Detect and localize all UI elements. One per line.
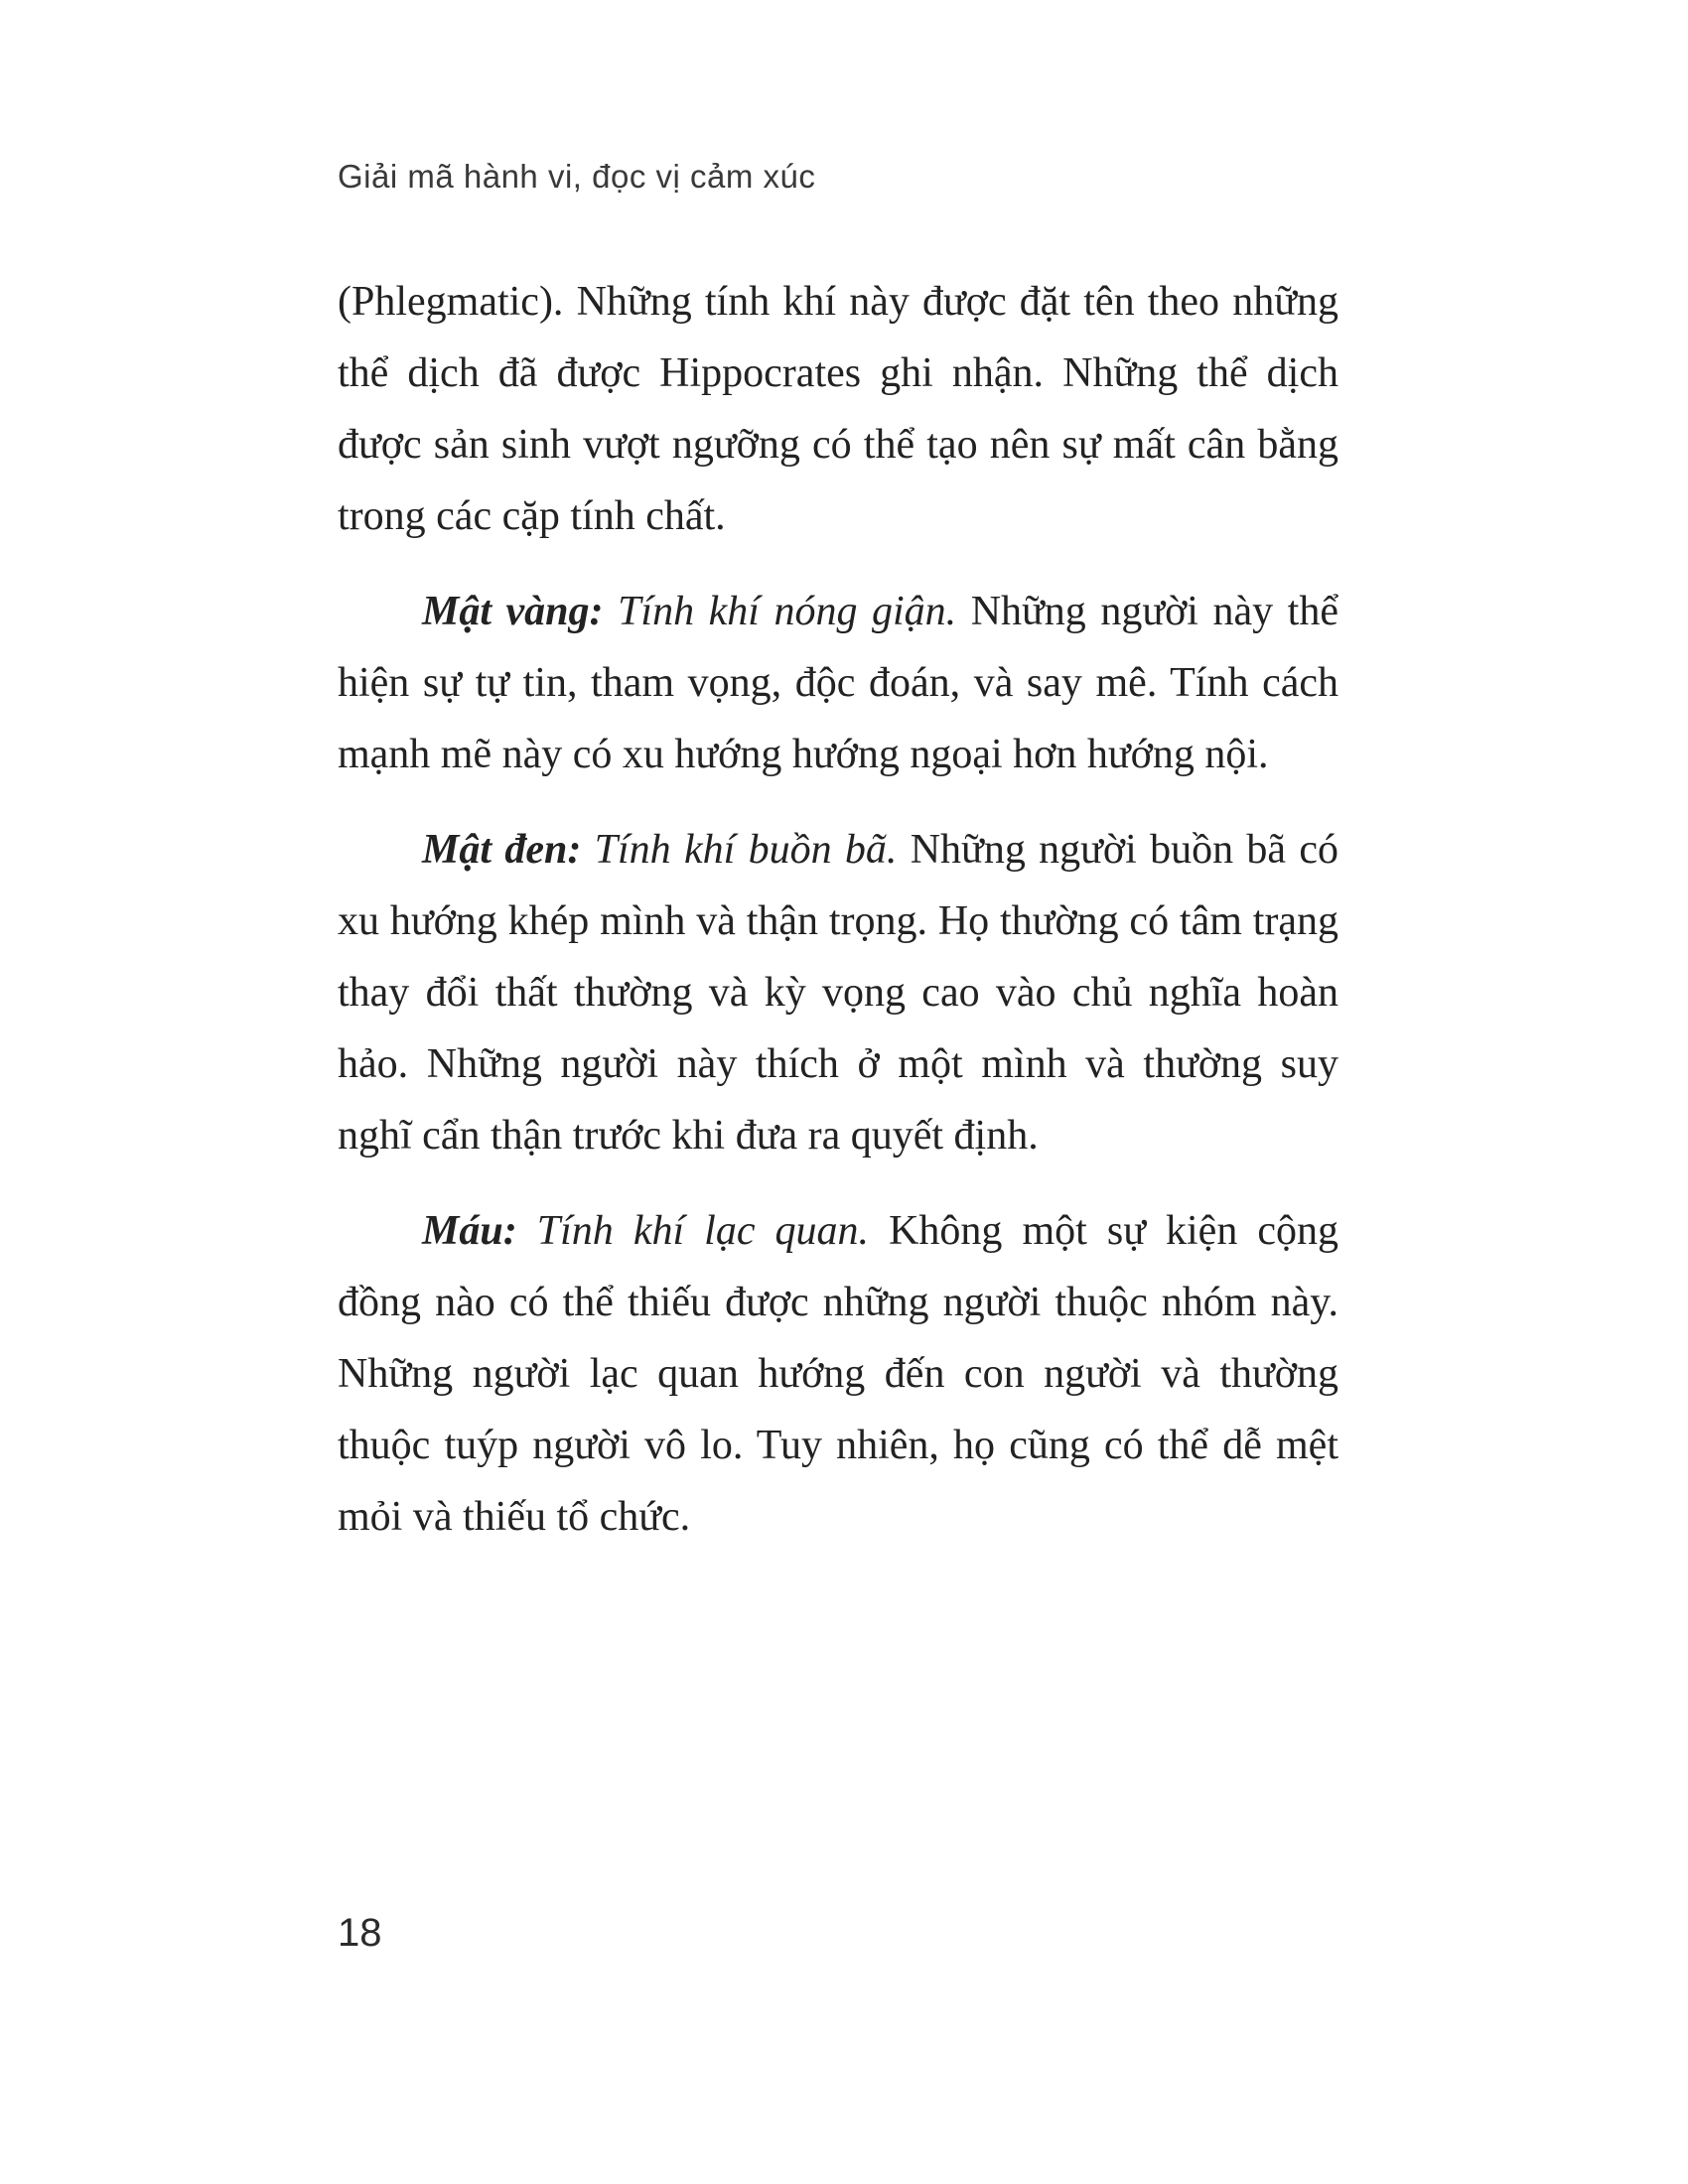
running-header: Giải mã hành vi, đọc vị cảm xúc	[338, 158, 816, 195]
paragraph-lead-bold: Mật vàng:	[422, 589, 604, 634]
paragraph	[338, 814, 1338, 1171]
paragraph-lead-italic: Tính khí nóng giận.	[618, 589, 957, 634]
paragraph-text: Những người này thể hiện sự tự tin, tham vọng, độc đoán, và say mê. Tính cách mạnh mẽ này có xu hướng hướng ngoại hơn hướng nội.	[338, 589, 1338, 777]
paragraph	[338, 266, 1338, 552]
body-text	[338, 266, 1338, 1553]
paragraph-lead-italic: Tính khí buồn bã.	[594, 827, 898, 873]
paragraph-text: (Phlegmatic). Những tính khí này được đặt tên theo những thể dịch đã được Hippocrates ghi nhận. Những thể dịch được sản sinh vượt ngưỡng có thể tạo nên sự mất cân bằng trong các cặp tính chất.	[338, 279, 1338, 539]
paragraph-lead-bold: Mật đen:	[422, 827, 582, 873]
paragraph-text: Không một sự kiện cộng đồng nào có thể thiếu được những người thuộc nhóm này. Những người lạc quan hướng đến con người và thường thuộc tuýp người vô lo. Tuy nhiên, họ cũng có thể dễ mệt mỏi và thiếu tổ chức.	[338, 1208, 1339, 1540]
paragraph	[338, 1195, 1338, 1553]
paragraph-text: Những người buồn bã có xu hướng khép mình và thận trọng. Họ thường có tâm trạng thay đổi thất thường và kỳ vọng cao vào chủ nghĩa hoàn hảo. Những người này thích ở một mình và thường suy nghĩ cẩn thận trước khi đưa ra quyết định.	[338, 827, 1338, 1159]
paragraph	[338, 576, 1338, 790]
paragraph-lead-bold: Máu:	[422, 1208, 517, 1254]
page-number: 18	[338, 1911, 382, 1955]
paragraph-lead-italic: Tính khí lạc quan.	[536, 1208, 870, 1254]
